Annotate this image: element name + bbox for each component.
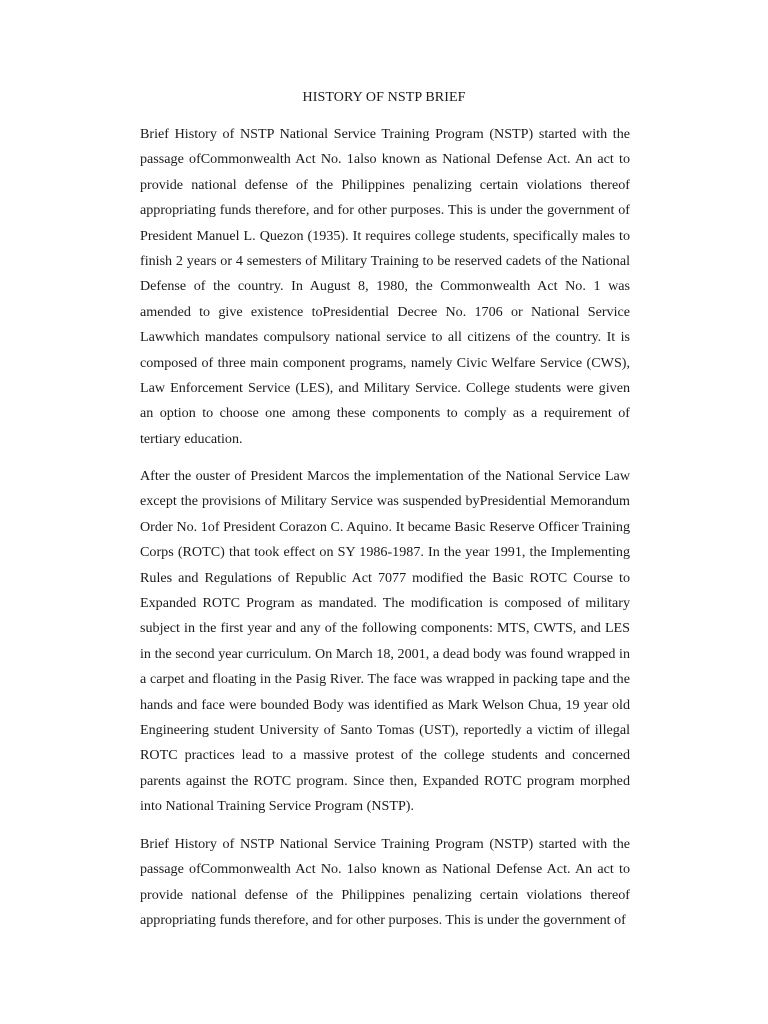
paragraph-3: Brief History of NSTP National Service Training Program (NSTP) started with the passage ofCommonwealth Act No. 1also known as National Defense Act. An act to provide national defense of the Philippines penalizing certain violations thereof appropriating funds therefore, and for other purposes. This is under the government of: [140, 836, 630, 929]
paragraph-2: After the ouster of President Marcos the implementation of the National Service Law except the provisions of Military Service was suspended byPresidential Memorandum Order No. 1of President Corazon C. Aquino. It became Basic Reserve Officer Training Corps (ROTC) that took effect on SY 1986-1987. In the year 1991, the Implementing Rules and Regulations of Republic Act 7077 modified the Basic ROTC Course to Expanded ROTC Program as mandated. The modification is composed of military subject in the first year and any of the following components: MTS, CWTS, and LES in the second year curriculum. On March 18, 2001, a dead body was found wrapped in a carpet and floating in the Pasig River. The face was wrapped in packing tape and the hands and face were bounded Body was identified as Mark Welson Chua, 19 year old Engineering student University of Santo Tomas (UST), reportedly a victim of illegal ROTC practices lead to a massive protest of the college students and concerned parents against the ROTC program. Since then, Expanded ROTC program morphed into National Training Service Program (NSTP).: [140, 468, 630, 815]
document-title: HISTORY OF NSTP BRIEF: [302, 90, 466, 105]
paragraph-1: Brief History of NSTP National Service Training Program (NSTP) started with the passage ofCommonwealth Act No. 1also known as National Defense Act. An act to provide national defense of the Philippines penalizing certain violations thereof appropriating funds therefore, and for other purposes. This is under the government of President Manuel L. Quezon (1935). It requires college students, specifically males to finish 2 years or 4 semesters of Military Training to be reserved cadets of the National Defense of the country. In August 8, 1980, the Commonwealth Act No. 1 was amended to give existence toPresidential Decree No. 1706 or National Service Lawwhich mandates compulsory national service to all citizens of the country. It is composed of three main component programs, namely Civic Welfare Service (CWS), Law Enforcement Service (LES), and Military Service. College students were given an option to choose one among these components to comply as a requirement of tertiary education.: [140, 126, 630, 447]
